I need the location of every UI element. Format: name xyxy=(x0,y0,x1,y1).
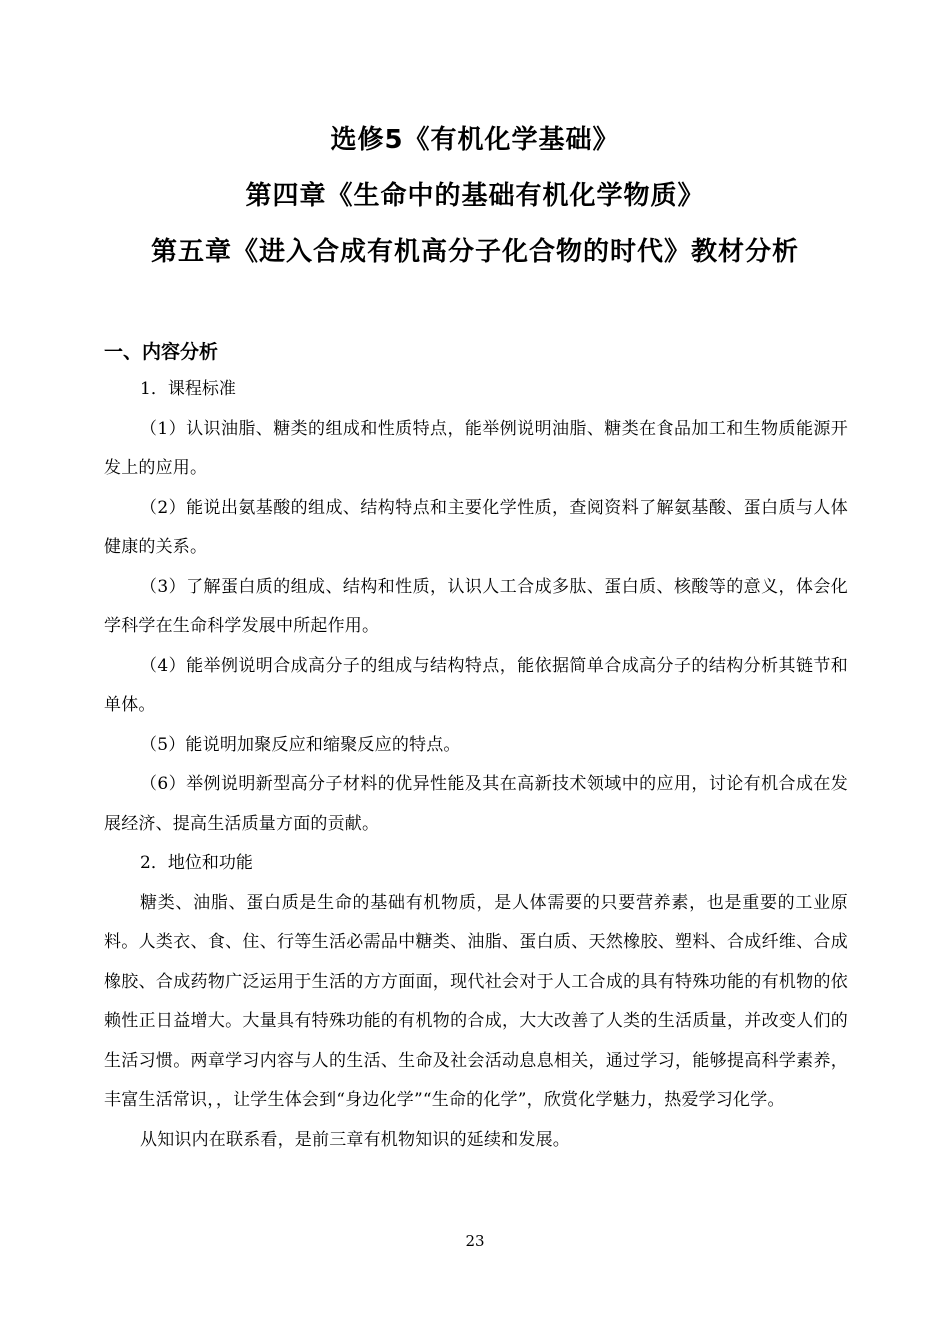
standard-item: （2）能说出氨基酸的组成、结构特点和主要化学性质，查阅资料了解氨基酸、蛋白质与人体健康的关系。 xyxy=(104,497,848,557)
subsection-heading-curriculum: 1．课程标准 xyxy=(140,379,236,399)
title-block xyxy=(0,112,950,280)
subsection-heading-role: 2．地位和功能 xyxy=(140,853,253,873)
standard-item: （3）了解蛋白质的组成、结构和性质，认识人工合成多肽、蛋白质、核酸等的意义，体会化学科学在生命科学发展中所起作用。 xyxy=(104,576,848,636)
standard-item: （4）能举例说明合成高分子的组成与结构特点，能依据简单合成高分子的结构分析其链节和单体。 xyxy=(104,655,848,715)
standard-item: （5）能说明加聚反应和缩聚反应的特点。 xyxy=(140,734,461,755)
chapter5-title: 第五章《进入合成有机高分子化合物的时代》教材分析 xyxy=(150,237,799,267)
body-paragraph: 糖类、油脂、蛋白质是生命的基础有机物质，是人体需要的只要营养素，也是重要的工业原料。人类衣、食、住、行等生活必需品中糖类、油脂、蛋白质、天然橡胶、塑料、合成纤维、合成橡胶、合成药物广泛运用于生活的方方面面，现代社会对于人工合成的具有特殊功能的有机物的依赖性正日益增大。大量具有特殊功能的有机物的合成，大大改善了人类的生活质量，并改变人们的生活习惯。两章学习内容与人的生活、生命及社会活动息息相关，通过学习，能够提高科学素养，丰富生活常识，，让学生体会到“身边化学”“生命的化学”，欣赏化学魅力，热爱学习化学。 xyxy=(104,892,848,1110)
body-paragraph: 从知识内在联系看，是前三章有机物知识的延续和发展。 xyxy=(140,1129,570,1150)
standard-item: （1）认识油脂、糖类的组成和性质特点，能举例说明油脂、糖类在食品加工和生物质能源开发上的应用。 xyxy=(104,418,848,478)
section-heading: 一、内容分析 xyxy=(104,341,219,363)
body-content xyxy=(104,334,848,1160)
chapter4-title: 第四章《生命中的基础有机化学物质》 xyxy=(245,181,705,211)
main-title: 选修5《有机化学基础》 xyxy=(330,125,620,155)
standard-item: （6）举例说明新型高分子材料的优异性能及其在高新技术领域中的应用，讨论有机合成在发展经济、提高生活质量方面的贡献。 xyxy=(104,774,848,834)
page-number: 23 xyxy=(465,1232,485,1250)
